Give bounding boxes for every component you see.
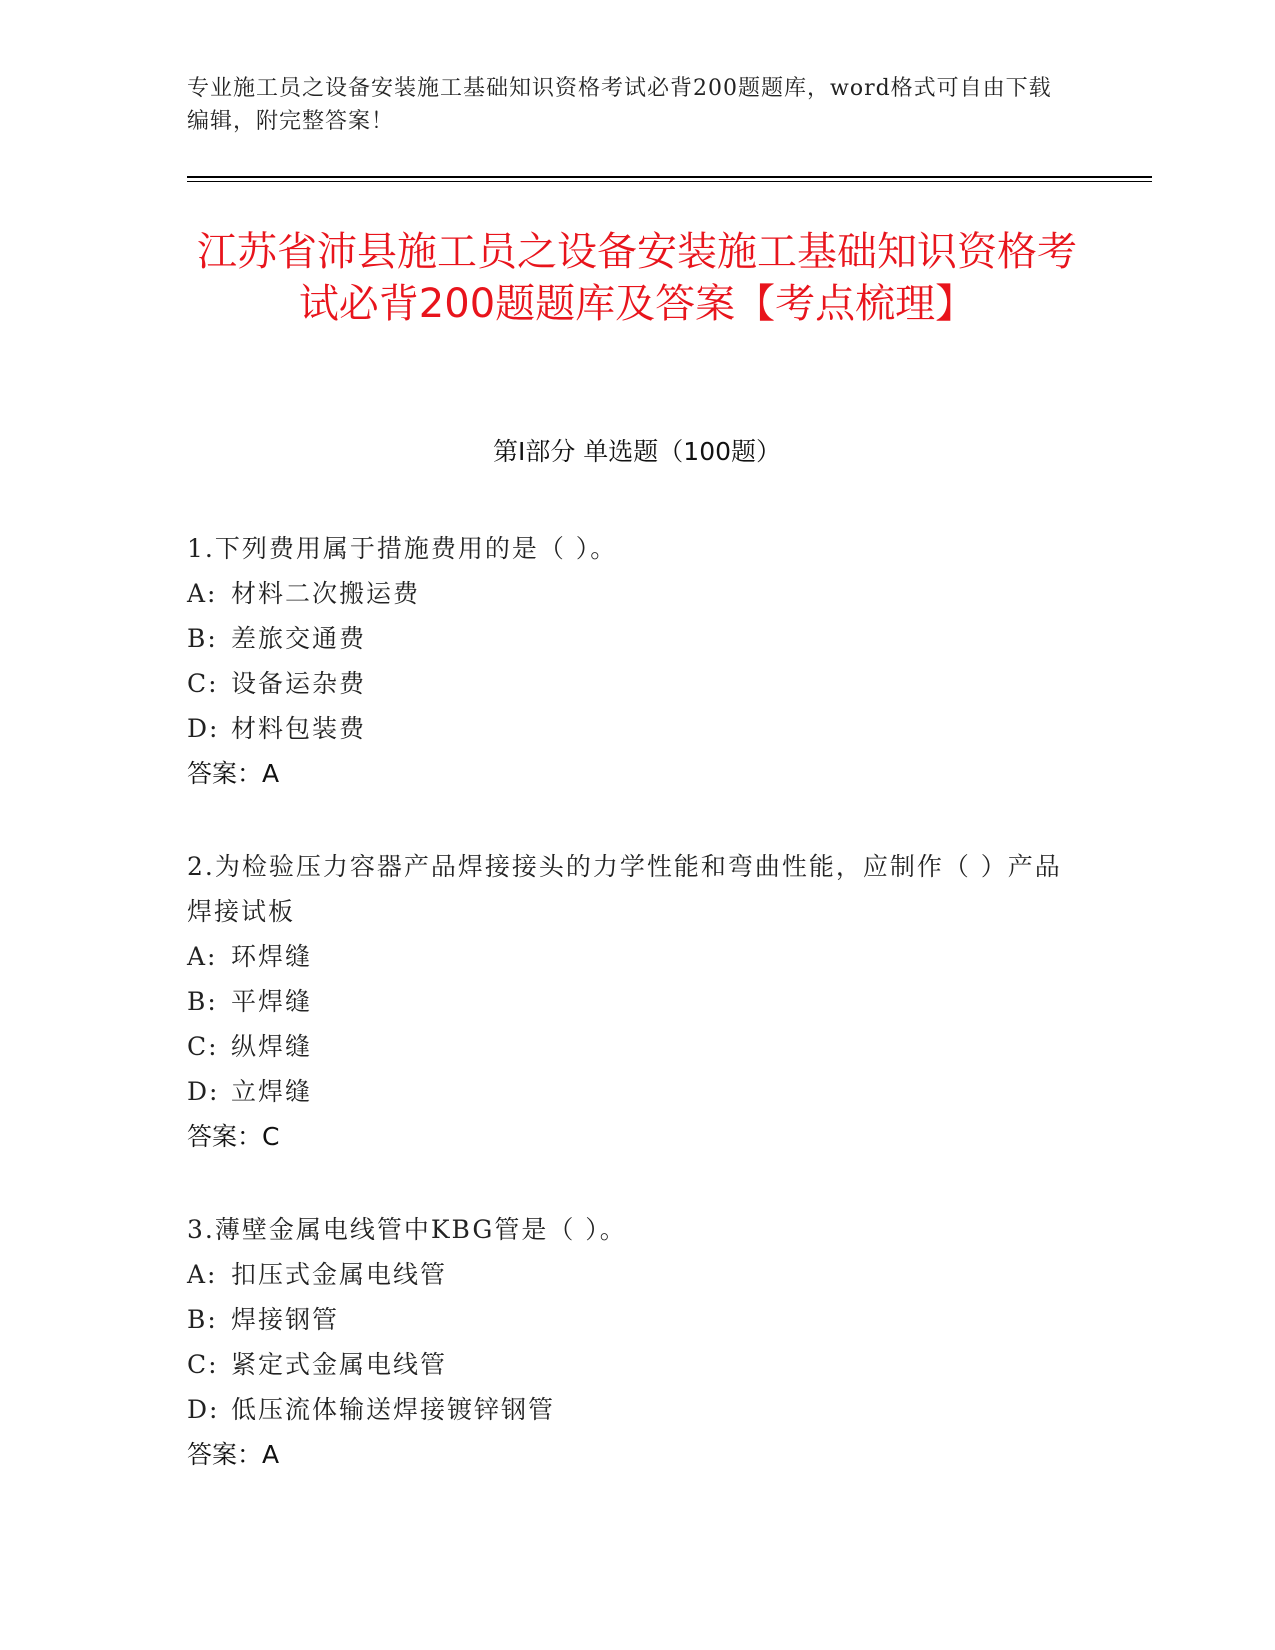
option-c (187, 1342, 1087, 1387)
header-rule-thin (187, 181, 1152, 182)
option-d (187, 706, 1087, 751)
option-key: D: (187, 1395, 220, 1424)
question-stem: 3.薄壁金属电线管中KBG管是（ ）。 (187, 1215, 627, 1244)
question-1 (187, 526, 1087, 796)
option-key: D: (187, 1077, 220, 1106)
option-d (187, 1069, 1087, 1114)
option-b (187, 1297, 1087, 1342)
option-c (187, 1024, 1087, 1069)
option-a (187, 1252, 1087, 1297)
option-key: C: (187, 669, 219, 698)
option-key: B: (187, 1305, 218, 1334)
option-key: B: (187, 624, 218, 653)
answer-line: 答案：C (187, 1122, 280, 1151)
option-key: C: (187, 1350, 219, 1379)
document-title: 江苏省沛县施工员之设备安装施工基础知识资格考试必背200题题库及答案【考点梳理】 (197, 229, 1077, 327)
option-key: B: (187, 987, 218, 1016)
answer-line: 答案：A (187, 759, 280, 788)
header-note: 专业施工员之设备安装施工基础知识资格考试必背200题题库，word格式可自由下载编辑，附完整答案！ (187, 76, 1052, 134)
question-3 (187, 1207, 1087, 1477)
option-b (187, 979, 1087, 1024)
section-heading: 第I部分 单选题（100题） (492, 437, 782, 466)
option-text: 环焊缝 (231, 942, 313, 971)
option-a (187, 934, 1087, 979)
option-key: C: (187, 1032, 219, 1061)
option-b (187, 616, 1087, 661)
option-text: 焊接钢管 (231, 1305, 340, 1334)
option-text: 差旅交通费 (231, 624, 367, 653)
option-text: 立焊缝 (231, 1077, 313, 1106)
question-2 (187, 844, 1087, 1159)
option-text: 扣压式金属电线管 (231, 1260, 448, 1289)
answer-line: 答案：A (187, 1440, 280, 1469)
option-text: 平焊缝 (231, 987, 313, 1016)
option-key: A: (187, 1260, 218, 1289)
question-stem: 2.为检验压力容器产品焊接接头的力学性能和弯曲性能，应制作（ ）产品焊接试板 (187, 852, 1062, 926)
question-list (187, 526, 1087, 1525)
option-a (187, 571, 1087, 616)
option-text: 低压流体输送焊接镀锌钢管 (231, 1395, 556, 1424)
option-text: 设备运杂费 (231, 669, 367, 698)
option-key: A: (187, 579, 218, 608)
option-text: 材料包装费 (231, 714, 367, 743)
option-c (187, 661, 1087, 706)
option-key: A: (187, 942, 218, 971)
option-key: D: (187, 714, 220, 743)
option-d (187, 1387, 1087, 1432)
option-text: 紧定式金属电线管 (231, 1350, 448, 1379)
question-stem: 1.下列费用属于措施费用的是（ ）。 (187, 534, 618, 563)
header-rule-thick (187, 176, 1152, 178)
option-text: 纵焊缝 (231, 1032, 313, 1061)
option-text: 材料二次搬运费 (231, 579, 421, 608)
